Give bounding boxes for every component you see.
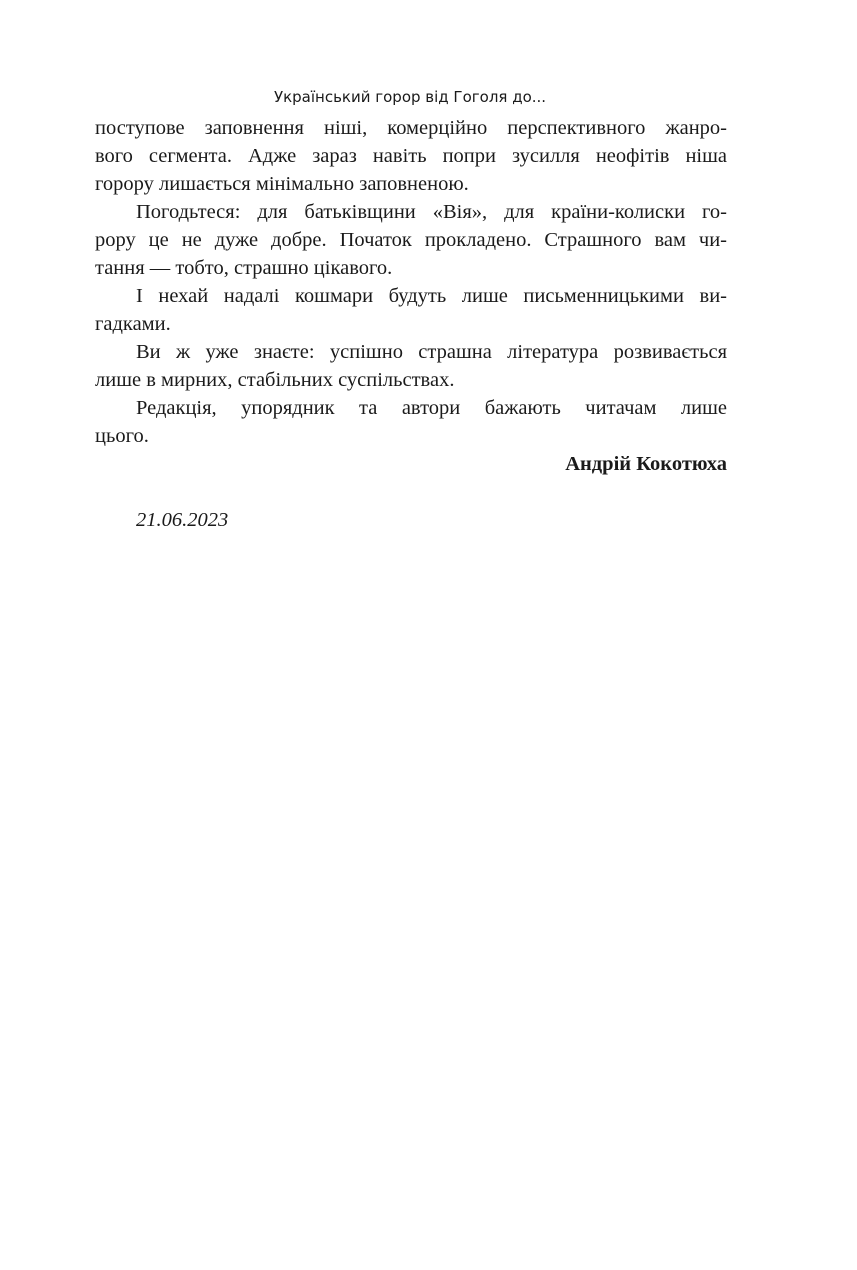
text-line: лише в мирних, стабільних суспільствах. (95, 369, 455, 391)
text-line: тання — тобто, страшно цікавого. (95, 257, 393, 279)
text-line: Ви ж уже знаєте: успішно страшна література розвивається (136, 341, 727, 363)
text-line: Редакція, упорядник та автори бажають читачам лише (136, 397, 727, 419)
date: 21.06.2023 (136, 509, 229, 531)
text-line: цього. (95, 425, 149, 447)
paragraph (95, 394, 727, 450)
text-line: вого сегмента. Адже зараз навіть попри зусилля неофітів ніша (95, 145, 727, 167)
text-line: Погодьтеся: для батьківщини «Вія», для країни-колиски го- (136, 201, 727, 223)
text-line: горору лишається мінімально заповненою. (95, 173, 469, 195)
paragraph (95, 198, 727, 282)
text-line: гадками. (95, 313, 171, 335)
paragraph (95, 338, 727, 394)
author-signature: Андрій Кокотюха (565, 453, 727, 475)
text-line: рору це не дуже добре. Початок прокладено. Страшного вам чи- (95, 229, 727, 251)
text-line: І нехай надалі кошмари будуть лише письменницькими ви- (136, 285, 727, 307)
paragraph (95, 114, 727, 198)
paragraph (95, 282, 727, 338)
text-line: поступове заповнення ніші, комерційно перспективного жанро- (95, 117, 727, 139)
running-header: Український горор від Гоголя до... (273, 88, 547, 106)
body-text (95, 114, 727, 534)
